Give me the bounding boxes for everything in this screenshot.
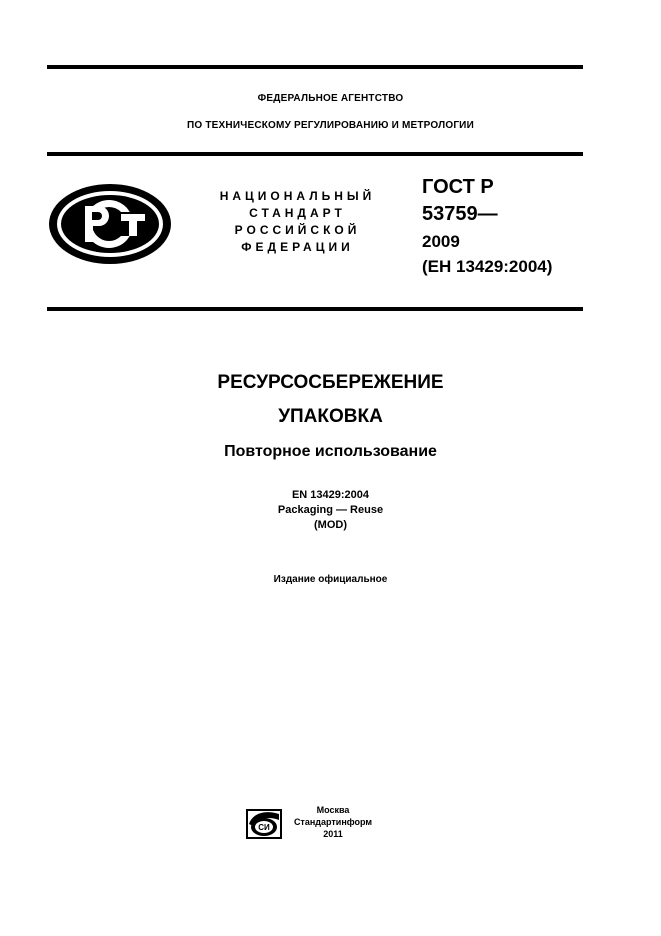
reference-mod: (MOD) xyxy=(314,519,347,531)
designation-number: 53759— xyxy=(422,203,498,225)
agency-bottom-rule xyxy=(47,152,583,156)
standard-kind-line-1: НАЦИОНАЛЬНЫЙ xyxy=(219,189,376,203)
agency-line-2: ПО ТЕХНИЧЕСКОМУ РЕГУЛИРОВАНИЮ И МЕТРОЛОГИИ xyxy=(187,120,474,131)
reference-name: Packaging — Reuse xyxy=(277,504,384,516)
standard-kind-line-2: СТАНДАРТ xyxy=(249,206,346,220)
header-bottom-rule xyxy=(47,307,583,311)
designation-equivalent: (ЕН 13429:2004) xyxy=(422,257,553,276)
edition-label: Издание официальное xyxy=(273,574,388,585)
title-main-2: УПАКОВКА xyxy=(278,406,383,427)
standard-kind-line-3: РОССИЙСКОЙ xyxy=(234,223,361,237)
publisher-name: Стандартинформ xyxy=(293,817,373,827)
title-subtitle: Повторное использование xyxy=(224,443,437,460)
reference-code: EN 13429:2004 xyxy=(291,489,370,501)
designation-prefix: ГОСТ Р xyxy=(422,176,494,198)
agency-line-1: ФЕДЕРАЛЬНОЕ АГЕНТСТВО xyxy=(257,93,404,104)
publisher-year: 2011 xyxy=(323,829,343,839)
svg-text:СИ: СИ xyxy=(258,823,270,832)
publisher-block xyxy=(283,804,383,840)
title-main-1: РЕСУРСОСБЕРЕЖЕНИЕ xyxy=(217,372,444,393)
standartinform-logo-icon xyxy=(245,806,283,840)
designation-year: 2009 xyxy=(422,232,460,251)
standard-kind-line-4: ФЕДЕРАЦИИ xyxy=(241,240,354,254)
top-rule xyxy=(47,65,583,69)
rst-certification-mark-icon xyxy=(47,182,173,266)
publisher-city: Москва xyxy=(316,805,350,815)
